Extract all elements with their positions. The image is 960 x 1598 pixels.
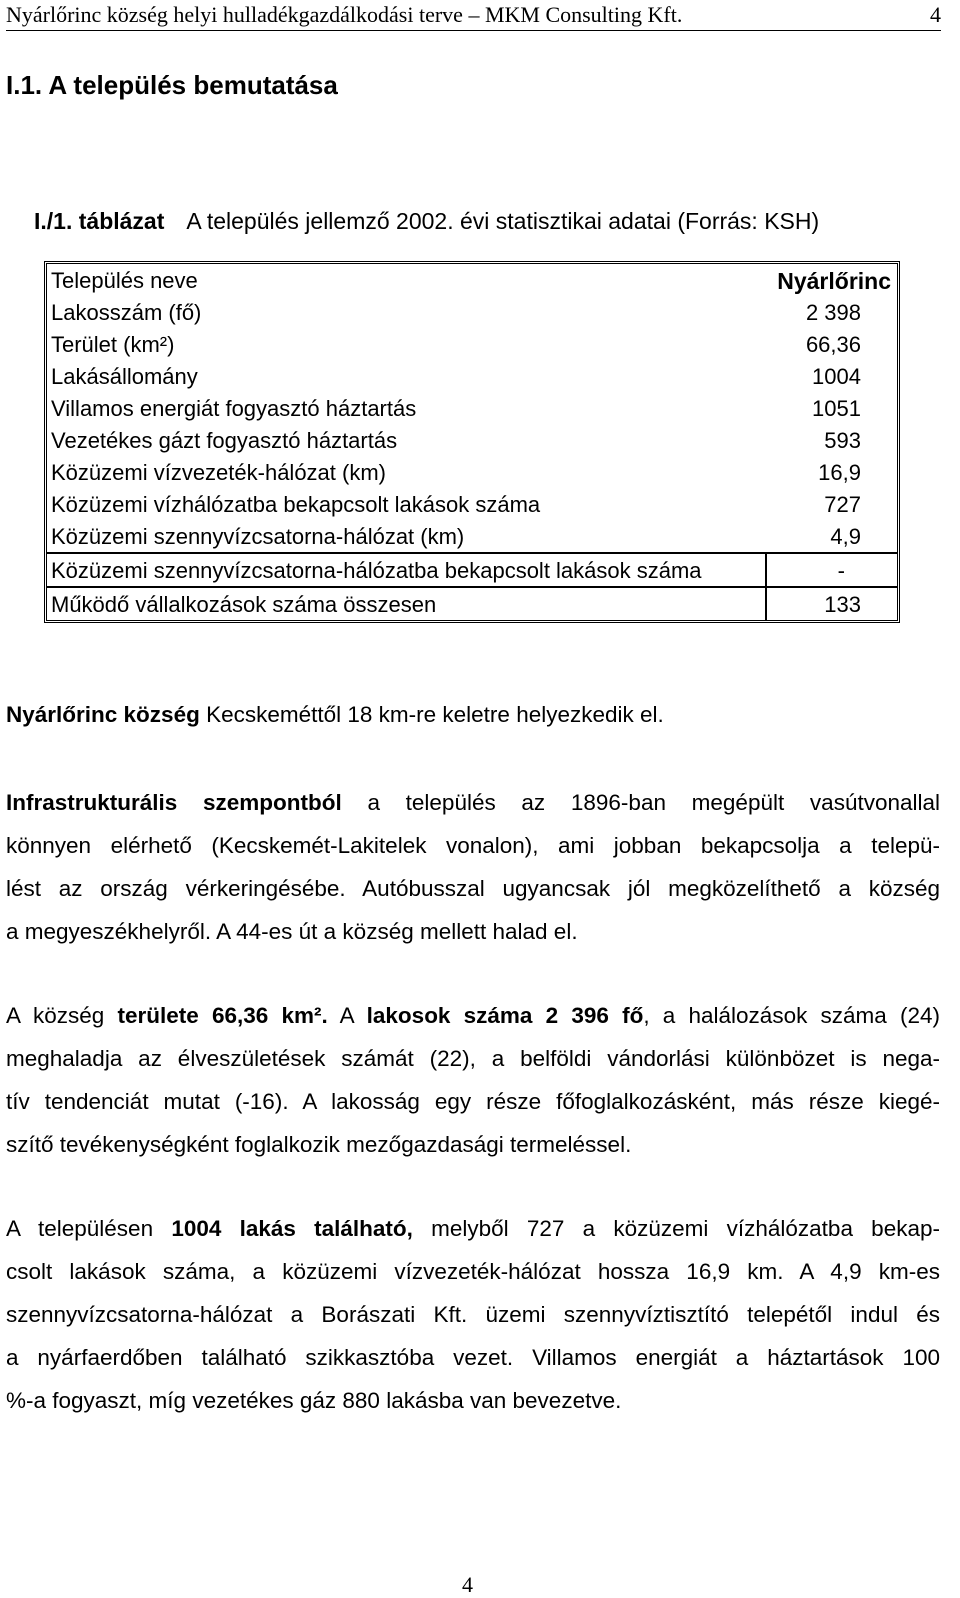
row-key: Közüzemi vízhálózatba bekapcsolt lakások száma	[51, 492, 541, 517]
row-value: 593	[824, 428, 861, 453]
row-value: 1004	[812, 364, 861, 389]
text-line: csolt lakások száma, a közüzemi vízvezeték-hálózat hossza 16,9 km. A 4,9 km-es	[6, 1259, 940, 1284]
text-line: a nyárfaerdőben található szikkasztóba vezet. Villamos energiát a háztartások 100	[6, 1345, 940, 1370]
paragraph-population	[6, 994, 940, 1166]
text-line: könnyen elérhető (Kecskemét-Lakitelek vonalon), ami jobban bekapcsolja a telepü-	[6, 833, 940, 858]
text: melyből 727 a közüzemi vízhálózatba bekap-	[412, 1216, 940, 1241]
row-key: Terület (km²)	[51, 332, 175, 357]
row-key: Vezetékes gázt fogyasztó háztartás	[51, 428, 398, 453]
table-caption-text: A település jellemző 2002. évi statisztikai adatai (Forrás: KSH)	[186, 208, 820, 234]
text-line: tív tendenciát mutat (-16). A lakosság egy része főfoglalkozásként, más része kiegé-	[6, 1089, 940, 1114]
table-row	[47, 296, 897, 328]
text: A településen	[6, 1216, 172, 1241]
footer-page-number: 4	[462, 1572, 473, 1597]
bold-text: területe 66,36 km².	[117, 1003, 328, 1028]
text-line: meghaladja az élveszületések számát (22), a belföldi vándorlási különbözet is nega-	[6, 1046, 940, 1071]
row-key: Közüzemi szennyvízcsatorna-hálózatba bekapcsolt lakások száma	[51, 558, 702, 583]
text-line: szítő tevékenységként foglalkozik mezőgazdasági termeléssel.	[6, 1132, 632, 1157]
row-key: Lakosszám (fő)	[51, 300, 202, 325]
row-key: Közüzemi vízvezeték-hálózat (km)	[51, 460, 386, 485]
table-row	[47, 392, 897, 424]
table-row	[47, 328, 897, 360]
row-key: Villamos energiát fogyasztó háztartás	[51, 396, 417, 421]
row-key: Működő vállalkozások száma összesen	[51, 592, 437, 617]
table-row	[47, 424, 897, 456]
paragraph-location	[6, 693, 940, 736]
text-line: szennyvízcsatorna-hálózat a Borászati Kft. üzemi szennyvíztisztító telepétől indul és	[6, 1302, 940, 1327]
text-line: a megyeszékhelyről. A 44-es út a község mellett halad el.	[6, 919, 578, 944]
header-page-number: 4	[930, 2, 941, 27]
cell-divider	[765, 554, 767, 586]
bold-text: lakosok száma 2 396 fő	[366, 1003, 644, 1028]
table-row	[47, 552, 897, 586]
row-value: 66,36	[805, 332, 861, 357]
table-row	[47, 488, 897, 520]
table-row	[47, 360, 897, 392]
row-value: 16,9	[818, 460, 861, 485]
text: a település az 1896-ban megépült vasútvonallal	[341, 790, 941, 815]
table-row	[47, 456, 897, 488]
text-line: lést az ország vérkeringésébe. Autóbusszal ugyancsak jól megközelíthető a község	[6, 876, 940, 901]
paragraph-housing	[6, 1207, 940, 1422]
text: A község	[6, 1003, 118, 1028]
row-value: 133	[824, 592, 861, 617]
header-title: Nyárlőrinc község helyi hulladékgazdálkodási terve – MKM Consulting Kft.	[6, 2, 683, 27]
text: Kecskeméttől 18 km-re keletre helyezkedik el.	[199, 702, 664, 727]
text: , a halálozások száma (24)	[643, 1003, 941, 1028]
paragraph-infrastructure	[6, 781, 940, 953]
bold-text: 1004 lakás található,	[171, 1216, 413, 1241]
row-value: -	[837, 558, 845, 583]
row-key: Település neve	[51, 268, 198, 293]
row-value: 1051	[812, 396, 861, 421]
bold-text: Nyárlőrinc község	[6, 702, 200, 727]
cell-divider	[765, 588, 767, 620]
section-title: I.1. A település bemutatása	[6, 70, 338, 100]
table-caption-label: I./1. táblázat	[34, 208, 165, 234]
table-row	[47, 520, 897, 552]
bold-text: Infrastrukturális szempontból	[6, 790, 342, 815]
row-key: Lakásállomány	[51, 364, 198, 389]
row-value: Nyárlőrinc	[777, 268, 891, 294]
row-value: 2 398	[805, 300, 861, 325]
row-value: 4,9	[830, 524, 861, 549]
text: A	[327, 1003, 367, 1028]
table-row	[47, 586, 897, 620]
table-caption	[34, 208, 819, 235]
row-key: Közüzemi szennyvízcsatorna-hálózat (km)	[51, 524, 465, 549]
text-line: %-a fogyaszt, míg vezetékes gáz 880 lakásba van bevezetve.	[6, 1388, 622, 1413]
row-value: 727	[824, 492, 861, 517]
statistics-table	[44, 261, 900, 623]
page-header	[6, 2, 941, 31]
table-row	[47, 264, 897, 296]
